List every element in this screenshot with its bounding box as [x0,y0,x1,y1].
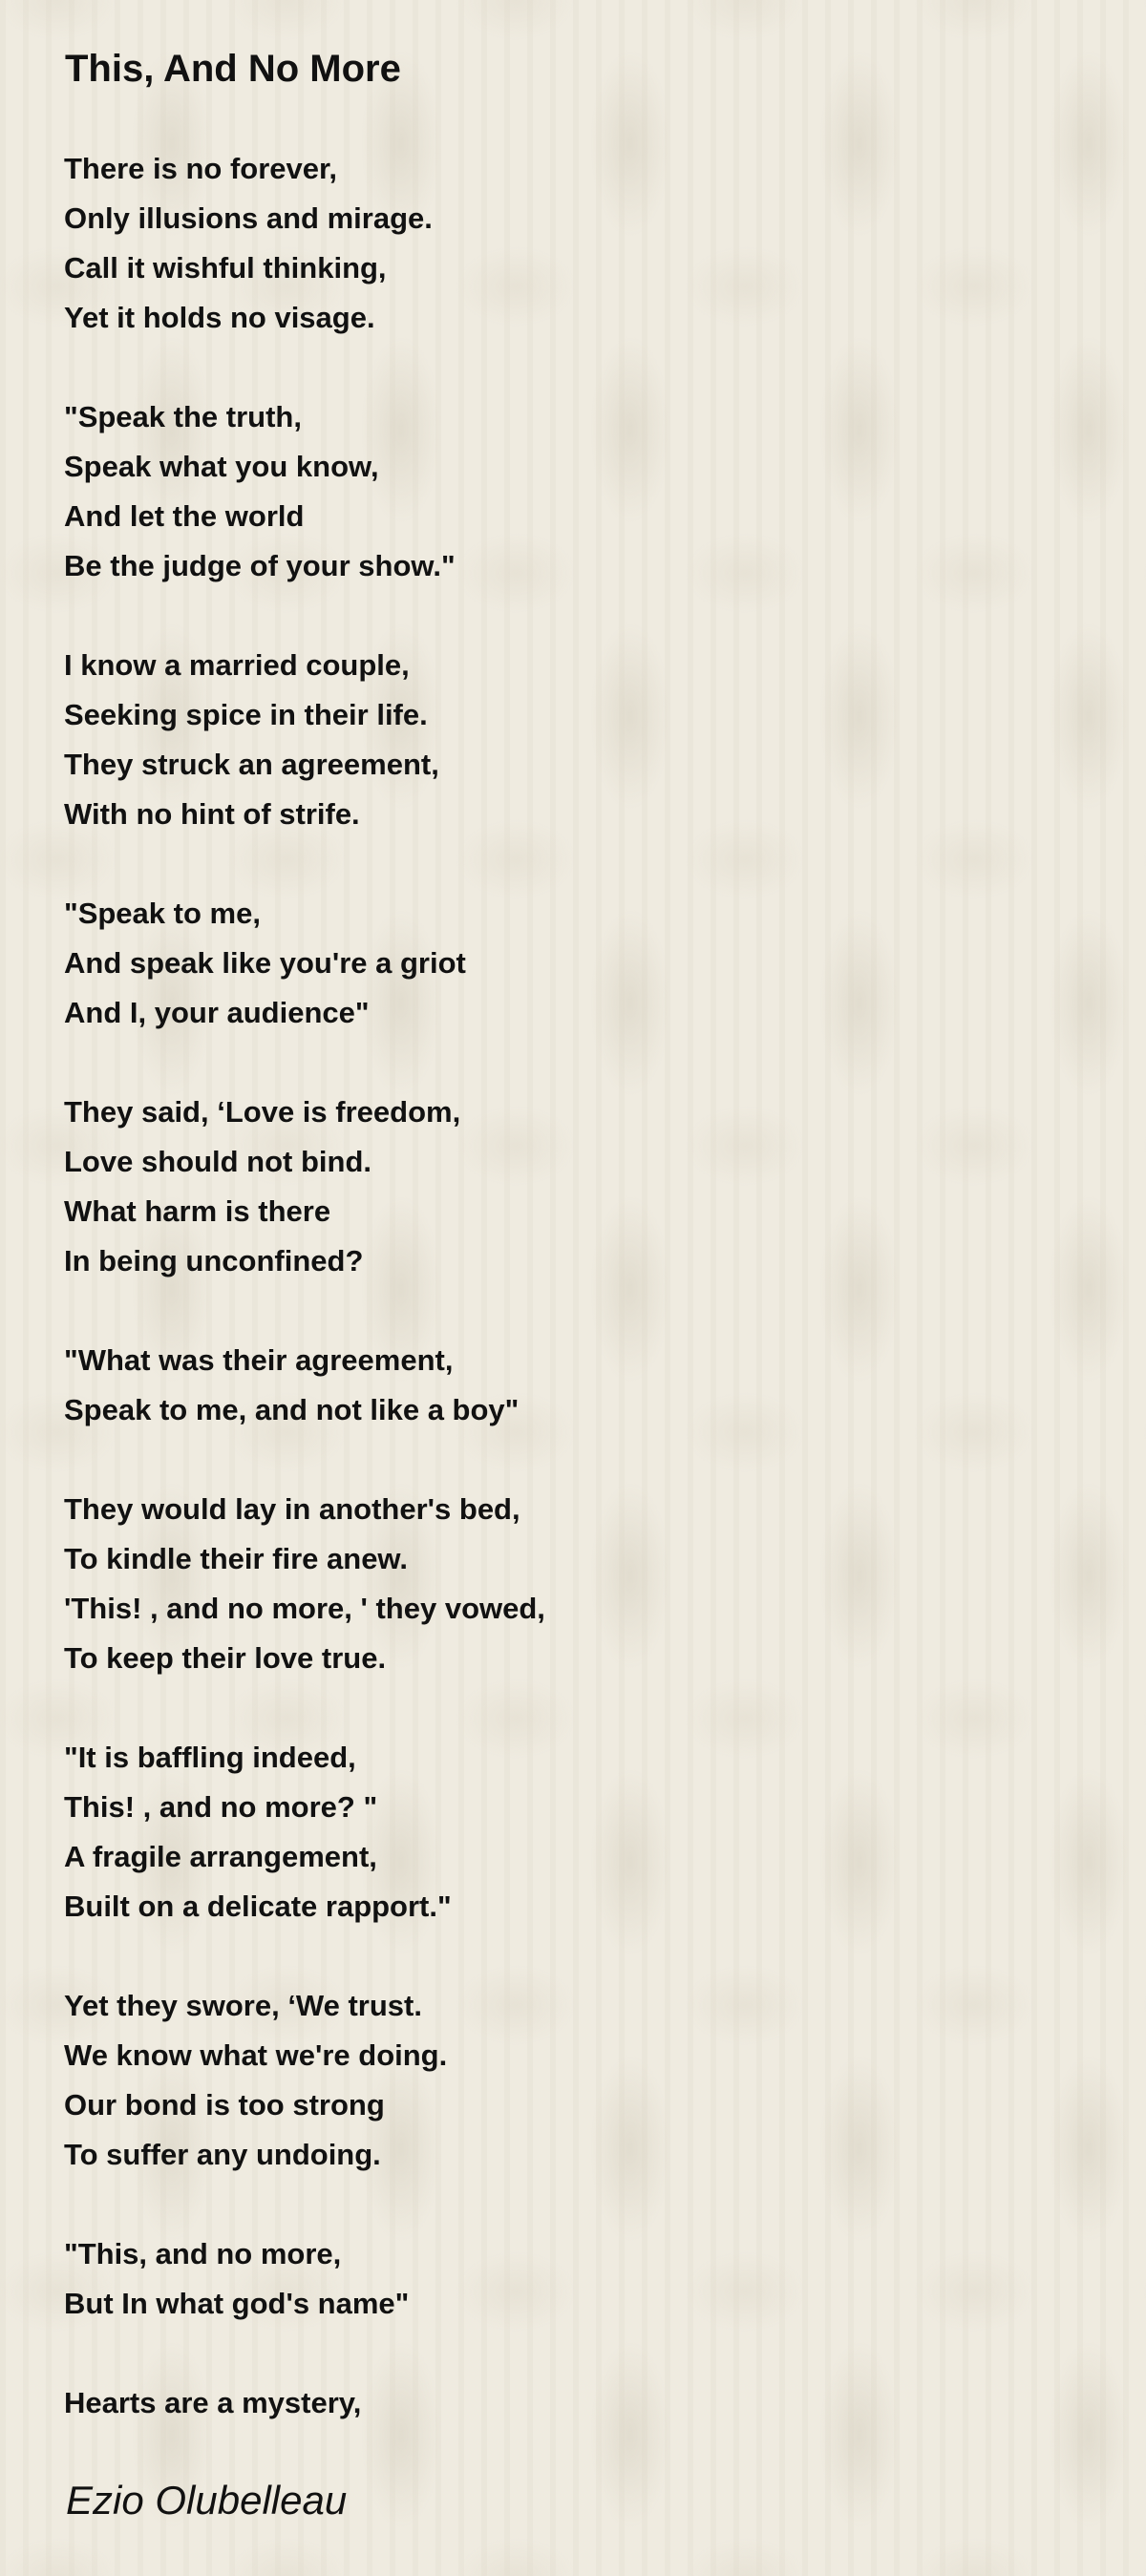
stanza [64,1733,545,1932]
poem-line: Speak what you know, [64,450,379,483]
poem-line: "What was their agreement, [64,1343,454,1377]
poem-line: Seeking spice in their life. [64,698,428,731]
poem-author: Ezio Olubelleau [66,2478,348,2523]
poem-line: Love should not bind. [64,1145,372,1178]
stanza [64,144,545,343]
poem-line: "Speak the truth, [64,400,302,433]
poem-line: Yet it holds no visage. [64,301,375,334]
poem-title: This, And No More [65,48,401,90]
poem-line: And I, your audience" [64,996,370,1029]
poem-line: They struck an agreement, [64,748,439,781]
poem-line: Call it wishful thinking, [64,251,387,285]
poem-line: They would lay in another's bed, [64,1492,520,1526]
poem-line: "Speak to me, [64,897,261,930]
poem-line: To kindle their fire anew. [64,1542,409,1575]
poem-line: But In what god's name" [64,2287,410,2320]
poem-line: They said, ‘Love is freedom, [64,1095,461,1129]
poem-line: To keep their love true. [64,1641,387,1675]
poem-line: A fragile arrangement, [64,1840,377,1873]
poem-line: There is no forever, [64,152,337,185]
poem-line: With no hint of strife. [64,797,360,831]
poem-line: We know what we're doing. [64,2038,448,2072]
stanza [64,2378,545,2428]
poem-line: What harm is there [64,1194,331,1228]
poem-line: 'This! , and no more, ' they vowed, [64,1592,545,1625]
poem-line: To suffer any undoing. [64,2138,381,2171]
stanza [64,1336,545,1435]
poem-line: Yet they swore, ‘We trust. [64,1989,422,2022]
stanza [64,889,545,1038]
poem-line: Hearts are a mystery, [64,2386,362,2419]
poem-line: "It is baffling indeed, [64,1741,356,1774]
poem-line: Speak to me, and not like a boy" [64,1393,520,1426]
poem-line: Only illusions and mirage. [64,201,433,235]
poem-body [64,144,545,2478]
poem-line: Built on a delicate rapport." [64,1890,452,1923]
poem-line: And speak like you're a griot [64,946,466,980]
poem-line: And let the world [64,499,305,533]
poem-line: "This, and no more, [64,2237,342,2270]
poem-line: In being unconfined? [64,1244,364,1277]
poem-line: Be the judge of your show." [64,549,456,582]
poem-line: This! , and no more? " [64,1790,378,1824]
stanza [64,392,545,591]
poem-line: Our bond is too strong [64,2088,385,2122]
stanza [64,641,545,839]
stanza [64,2229,545,2329]
stanza [64,1981,545,2180]
stanza [64,1485,545,1683]
poem-line: I know a married couple, [64,648,410,682]
stanza [64,1087,545,1286]
